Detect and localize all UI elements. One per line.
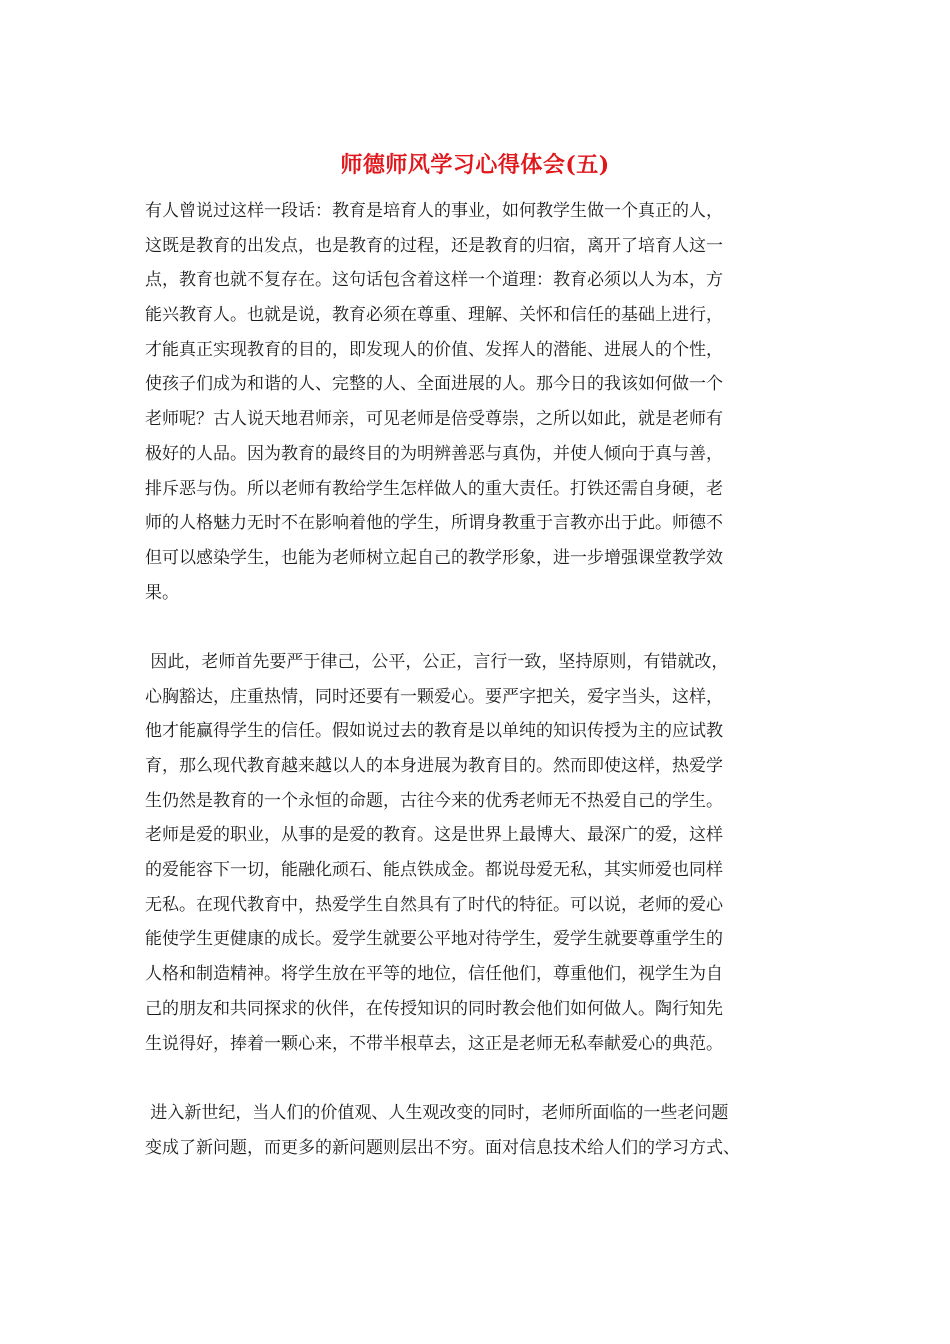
text-line: 使孩子们成为和谐的人、完整的人、全面进展的人。那今日的我该如何做一个 <box>145 374 723 395</box>
text-line: 他才能赢得学生的信任。假如说过去的教育是以单纯的知识传授为主的应试教 <box>145 721 723 742</box>
text-line: 能使学生更健康的成长。爱学生就要公平地对待学生，爱学生就要尊重学生的 <box>145 929 723 950</box>
text-line: 生仍然是教育的一个永恒的命题，古往今来的优秀老师无不热爱自己的学生。 <box>145 790 723 811</box>
text-line: 老师呢？古人说天地君师亲，可见老师是倍受尊崇，之所以如此，就是老师有 <box>145 409 723 430</box>
document-body <box>145 194 805 1165</box>
text-line: 人格和制造精神。将学生放在平等的地位，信任他们，尊重他们，视学生为自 <box>145 964 723 985</box>
paragraph-3 <box>145 1096 805 1165</box>
text-line: 果。 <box>145 582 179 603</box>
text-line: 进入新世纪，当人们的价值观、人生观改变的同时，老师所面临的一些老问题 <box>145 1102 729 1123</box>
text-line: 这既是教育的出发点，也是教育的过程，还是教育的归宿，离开了培育人这一 <box>145 235 723 256</box>
text-line: 老师是爱的职业，从事的是爱的教育。这是世界上最博大、最深广的爱，这样 <box>145 825 723 846</box>
text-line: 生说得好，捧着一颗心来，不带半根草去，这正是老师无私奉献爱心的典范。 <box>145 1033 723 1054</box>
text-line: 心胸豁达，庄重热情，同时还要有一颗爱心。要严字把关，爱字当头，这样， <box>145 686 723 707</box>
text-line: 变成了新问题，而更多的新问题则层出不穷。面对信息技术给人们的学习方式、 <box>145 1137 740 1158</box>
text-line: 因此，老师首先要严于律己，公平，公正，言行一致，坚持原则，有错就改， <box>145 651 729 672</box>
text-line: 无私。在现代教育中，热爱学生自然具有了时代的特征。可以说，老师的爱心 <box>145 894 723 915</box>
text-line: 有人曾说过这样一段话：教育是培育人的事业，如何教学生做一个真正的人， <box>145 201 723 221</box>
paragraph-1 <box>145 194 805 610</box>
text-line: 己的朋友和共同探求的伙伴，在传授知识的同时教会他们如何做人。陶行知先 <box>145 998 723 1019</box>
text-line: 但可以感染学生，也能为老师树立起自己的教学形象，进一步增强课堂教学效 <box>145 547 723 568</box>
text-line: 点，教育也就不复存在。这句话包含着这样一个道理：教育必须以人为本，方 <box>145 270 723 291</box>
document-title: 师德师风学习心得体会(五) <box>340 152 610 178</box>
text-line: 能兴教育人。也就是说，教育必须在尊重、理解、关怀和信任的基础上进行， <box>145 305 723 326</box>
text-line: 才能真正实现教育的目的，即发现人的价值、发挥人的潜能、进展人的个性， <box>145 339 723 360</box>
paragraph-spacer <box>145 610 805 645</box>
text-line: 师的人格魅力无时不在影响着他的学生，所谓身教重于言教亦出于此。师德不 <box>145 513 723 534</box>
text-line: 极好的人品。因为教育的最终目的为明辨善恶与真伪，并使人倾向于真与善， <box>145 443 723 464</box>
paragraph-spacer <box>145 1061 805 1096</box>
text-line: 的爱能容下一切，能融化顽石、能点铁成金。都说母爱无私，其实师爱也同样 <box>145 860 723 881</box>
text-line: 育，那么现代教育越来越以人的本身进展为教育目的。然而即使这样，热爱学 <box>145 756 723 776</box>
text-line: 排斥恶与伪。所以老师有教给学生怎样做人的重大责任。打铁还需自身硬，老 <box>145 478 723 499</box>
paragraph-2 <box>145 645 805 1061</box>
